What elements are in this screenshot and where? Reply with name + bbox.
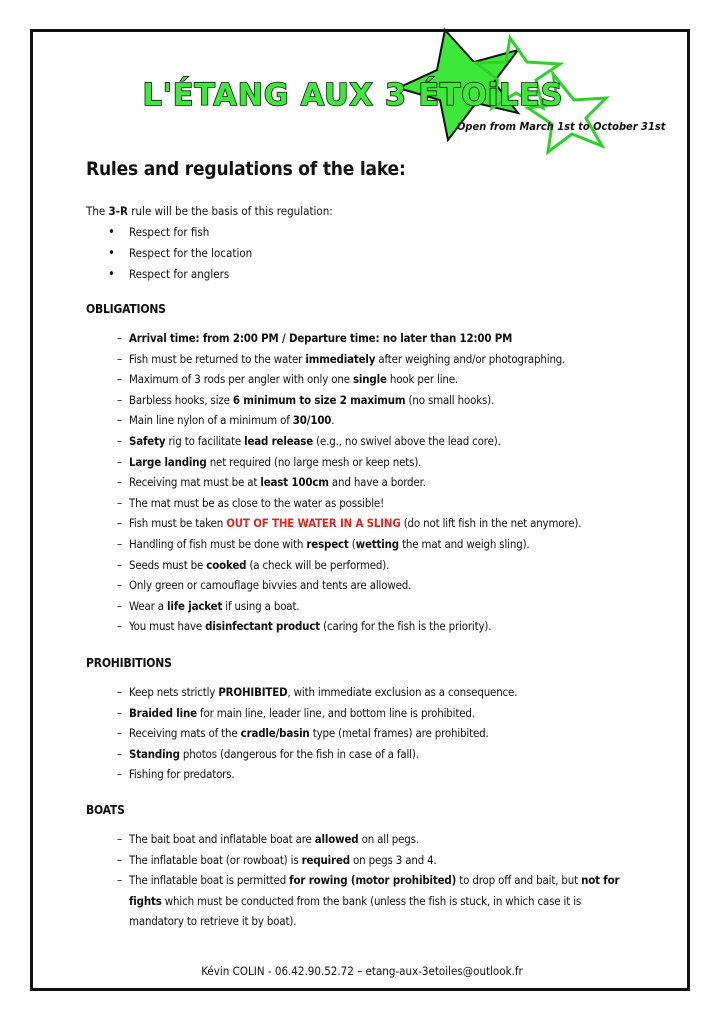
list-item: – The mat must be as close to the water as possible! [117, 493, 581, 514]
intro-text: The 3-R rule will be the basis of this regulation: [86, 204, 333, 218]
list-item: – Keep nets strictly PROHIBITED, with immediate exclusion as a consequence. [117, 682, 517, 703]
list-item: – Braided line for main line, leader line, and bottom line is prohibited. [117, 703, 517, 724]
boats-heading: BOATS [86, 803, 125, 817]
opening-dates: Open from March 1st to October 31st [457, 120, 666, 133]
list-item: – Large landing net required (no large mesh or keep nets). [117, 452, 581, 473]
obligations-heading: OBLIGATIONS [86, 302, 166, 316]
logo [0, 0, 724, 160]
list-item: – Seeds must be cooked (a check will be performed). [117, 555, 581, 576]
list-item: – The inflatable boat is permitted for rowing (motor prohibited) to drop off and bait, but not for fights which must be conducted from the bank (unless the fish is stuck, in which case it is mandatory to retrieve it by boat). [117, 870, 629, 932]
prohibitions-heading: PROHIBITIONS [86, 656, 172, 670]
list-item: – Arrival time: from 2:00 PM / Departure time: no later than 12:00 PM [117, 328, 581, 349]
boats-list [117, 829, 629, 932]
list-item: – Fish must be taken OUT OF THE WATER IN A SLING (do not lift fish in the net anymore). [117, 513, 581, 534]
list-item: – You must have disinfectant product (caring for the fish is the priority). [117, 616, 581, 637]
list-item: • Respect for fish [108, 222, 252, 243]
list-item: – Standing photos (dangerous for the fish in case of a fall). [117, 744, 517, 765]
list-item: – Barbless hooks, size 6 minimum to size 2 maximum (no small hooks). [117, 390, 581, 411]
contact-footer: Kévin COLIN - 06.42.90.52.72 – etang-aux-3etoiles@outlook.fr [201, 964, 523, 978]
list-item: – The bait boat and inflatable boat are allowed on all pegs. [117, 829, 629, 850]
list-item: – Safety rig to facilitate lead release (e.g., no swivel above the lead core). [117, 431, 581, 452]
list-item: – Receiving mats of the cradle/basin type (metal frames) are prohibited. [117, 723, 517, 744]
list-item: – Main line nylon of a minimum of 30/100. [117, 410, 581, 431]
stars-icon [0, 0, 724, 160]
list-item: • Respect for the location [108, 243, 252, 264]
respect-list [108, 222, 252, 285]
obligations-list [117, 328, 581, 637]
list-item: – Receiving mat must be at least 100cm and have a border. [117, 472, 581, 493]
list-item: – The inflatable boat (or rowboat) is required on pegs 3 and 4. [117, 850, 629, 871]
logo-text: L'ÉTANG AUX 3 ÉTOiLES [142, 78, 564, 113]
list-item: – Only green or camouflage bivvies and tents are allowed. [117, 575, 581, 596]
list-item: – Maximum of 3 rods per angler with only one single hook per line. [117, 369, 581, 390]
list-item: – Handling of fish must be done with respect (wetting the mat and weigh sling). [117, 534, 581, 555]
list-item: – Wear a life jacket if using a boat. [117, 596, 581, 617]
list-item: – Fishing for predators. [117, 764, 517, 785]
page-title: Rules and regulations of the lake: [86, 158, 406, 180]
list-item: – Fish must be returned to the water immediately after weighing and/or photographing. [117, 349, 581, 370]
prohibitions-list [117, 682, 517, 785]
list-item: • Respect for anglers [108, 264, 252, 285]
